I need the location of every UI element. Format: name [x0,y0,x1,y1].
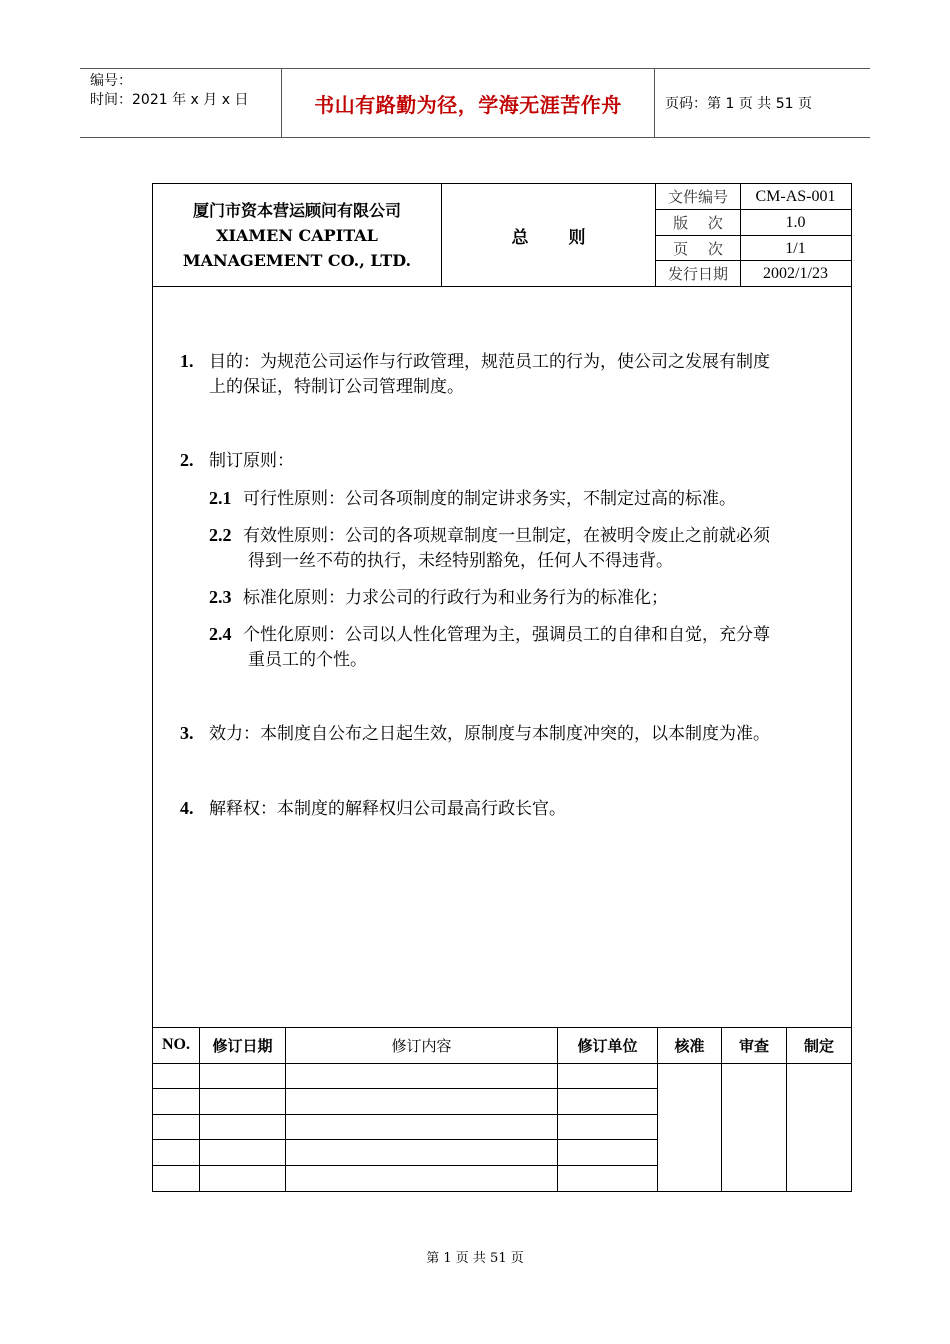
table-row-line [153,1139,657,1140]
section-1-text [209,350,770,400]
document-frame [152,183,852,1192]
subsection-number: 2.3 [209,587,232,607]
subsection-line: 重员工的个性。 [248,650,367,670]
subsection-number: 2.1 [209,488,232,508]
company-name-en-1: XIAMEN CAPITAL [216,225,378,245]
table-header-revision-unit: 修订单位 [577,1036,638,1055]
meta-value-issue-date: 2002/1/23 [763,264,828,282]
company-name-cn: 厦门市资本营运顾问有限公司 [192,200,401,220]
table-header-revision-date: 修订日期 [212,1036,273,1055]
motto: 书山有路勤为径，学海无涯苦作舟 [314,92,622,117]
subsection-2-4-text [243,623,770,673]
meta-value-version: 1.0 [785,213,806,231]
subsection-2-1-text: 可行性原则：公司各项制度的制定讲求务实，不制定过高的标准。 [243,489,736,509]
section-number: 2. [180,450,194,470]
subsection-line: 有效性原则：公司的各项规章制度一旦制定，在被明令废止之前就必须 [243,526,770,546]
subsection-line: 得到一丝不苟的执行，未经特别豁免，任何人不得违背。 [248,551,673,571]
page-info: 页码：第 1 页 共 51 页 [665,96,812,112]
page-header [80,68,870,138]
table-row-line [153,1114,657,1115]
meta-label-page: 页 次 [673,240,723,258]
meta-value-page: 1/1 [785,239,806,257]
section-1-line: 目的：为规范公司运作与行政管理，规范员工的行为，使公司之发展有制度 [209,352,770,372]
subsection-line: 个性化原则：公司以人性化管理为主，强调员工的自律和自觉，充分尊 [243,625,770,645]
table-header-no: NO. [162,1036,190,1053]
table-row-line [153,1165,657,1166]
section-number: 1. [180,351,194,371]
section-2-title: 制订原则： [209,451,294,471]
divider [153,286,851,287]
doc-number-label: 编号： [90,73,132,89]
subsection-2-3-text: 标准化原则：力求公司的行政行为和业务行为的标准化； [243,588,668,608]
meta-label-doc-number: 文件编号 [667,188,728,206]
date-label: 时间：2021 年 x 月 x 日 [90,92,249,108]
table-header-border [153,1063,851,1064]
section-1-line: 上的保证，特制订公司管理制度。 [209,377,464,397]
section-4-text: 解释权：本制度的解释权归公司最高行政长官。 [209,799,566,819]
table-header-prepared: 制定 [803,1036,834,1055]
subsection-number: 2.2 [209,525,232,545]
header-meta [90,72,248,110]
document-title: 总则 [511,227,626,248]
table-header-reviewed: 审查 [738,1036,769,1055]
section-3-text: 效力：本制度自公布之日起生效，原制度与本制度冲突的，以本制度为准。 [209,724,770,744]
meta-value-doc-number: CM-AS-001 [755,187,836,205]
subsection-2-2-text [243,524,770,574]
section-number: 3. [180,723,194,743]
subsection-number: 2.4 [209,624,232,644]
meta-label-version: 版 次 [673,214,723,232]
meta-label-issue-date: 发行日期 [667,265,728,283]
table-header-approved: 核准 [674,1036,705,1055]
table-header-revision-content: 修订内容 [391,1036,452,1055]
table-row-line [153,1088,657,1089]
company-name [153,184,441,286]
page-footer: 第 1 页 共 51 页 [426,1251,524,1266]
section-number: 4. [180,798,194,818]
company-name-en-2: MANAGEMENT CO., LTD. [182,250,412,270]
